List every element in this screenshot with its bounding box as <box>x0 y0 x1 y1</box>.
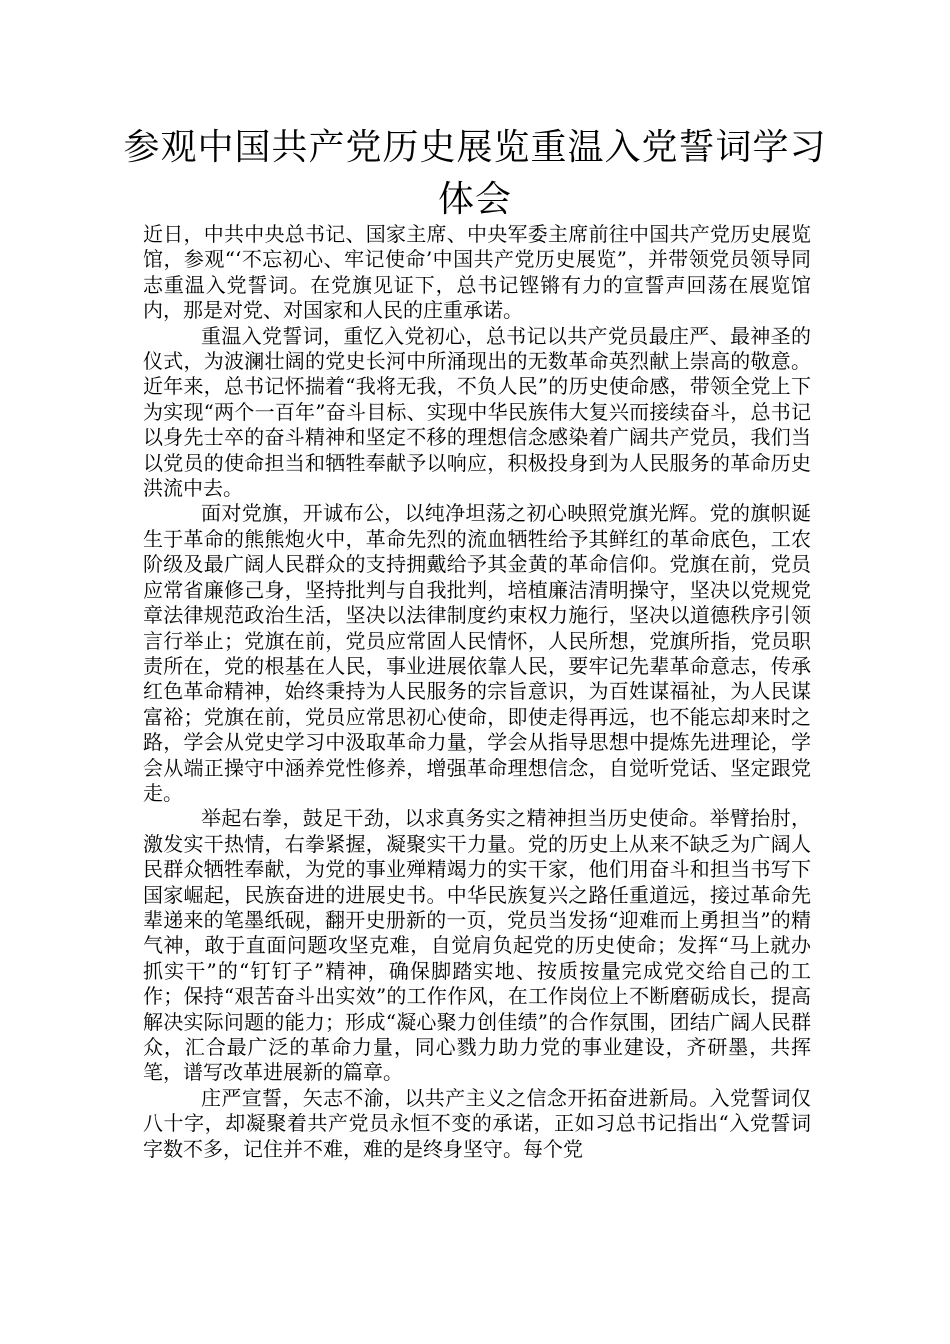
paragraph-facing-flag: 面对党旗，开诚布公，以纯净坦荡之初心映照党旗光辉。党的旗帜诞生于革命的熊熊炮火中，革命先烈的流血牺牲给予其鲜红的革命底色，工农阶级及最广阔人民群众的支持拥戴给予其金黄的革命信仰。党旗在前，党员应常省廉修己身，坚持批判与自我批判，培植廉洁清明操守，坚决以党规党章法律规范政治生活，坚决以法律制度约束权力施行，坚决以道德秩序引领言行举止；党旗在前，党员应常固人民情怀，人民所想，党旗所指，党员职责所在，党的根基在人民，事业进展依靠人民，要牢记先辈革命意志，传承红色革命精神，始终秉持为人民服务的宗旨意识，为百姓谋福祉，为人民谋富裕；党旗在前，党员应常思初心使命，即使走得再远，也不能忘却来时之路，学会从党史学习中汲取革命力量，学会从指导思想中提炼先进理论，学会从端正操守中涵养党性修养，增强革命理想信念，自觉听党话、坚定跟党走。 <box>143 501 811 805</box>
document-title: 参观中国共产党历史展览重温入党誓词学习体会 <box>123 127 827 220</box>
paragraph-oath-review: 重温入党誓词，重忆入党初心，总书记以共产党员最庄严、最神圣的仪式，为波澜壮阔的党史长河中所涌现出的无数革命英烈献上崇高的敬意。近年来，总书记怀揣着“我将无我，不负人民”的历史使命感，带领全党上下为实现“两个一百年”奋斗目标、实现中华民族伟大复兴而接续奋斗，总书记以身先士卒的奋斗精神和坚定不移的理想信念感染着广阔共产党员，我们当以党员的使命担当和牺牲奉献予以响应，积极投身到为人民服务的革命历史洪流中去。 <box>143 323 811 501</box>
document-body <box>143 222 811 1162</box>
paragraph-raise-fist: 举起右拳，鼓足干劲，以求真务实之精神担当历史使命。举臂抬肘，激发实干热情，右拳紧握，凝聚实干力量。党的历史上从来不缺乏为广阔人民群众牺牲奉献，为党的事业殚精竭力的实干家，他们用奋斗和担当书写下国家崛起，民族奋进的进展史书。中华民族复兴之路任重道远，接过革命先辈递来的笔墨纸砚，翻开史册新的一页，党员当发扬“迎难而上勇担当”的精气神，敢于直面问题攻坚克难，自觉肩负起党的历史使命；发挥“马上就办抓实干”的“钉钉子”精神，确保脚踏实地、按质按量完成党交给自己的工作；保持“艰苦奋斗出实效”的工作作风，在工作岗位上不断磨砺成长，提高解决实际问题的能力；形成“凝心聚力创佳绩”的合作氛围，团结广阔人民群众，汇合最广泛的革命力量，同心戮力助力党的事业建设，齐研墨，共挥笔，谱写改革进展新的篇章。 <box>143 806 811 1085</box>
paragraph-intro: 近日，中共中央总书记、国家主席、中央军委主席前往中国共产党历史展览馆，参观“‘不忘初心、牢记使命’中国共产党历史展览”，并带领党员领导同志重温入党誓词。在党旗见证下，总书记铿锵有力的宣誓声回荡在展览馆内，那是对党、对国家和人民的庄重承诺。 <box>143 222 811 323</box>
paragraph-solemn-oath: 庄严宣誓，矢志不渝，以共产主义之信念开拓奋进新局。入党誓词仅八十字，却凝聚着共产党员永恒不变的承诺，正如习总书记指出“入党誓词字数不多，记住并不难，难的是终身坚守。每个党 <box>143 1085 811 1161</box>
